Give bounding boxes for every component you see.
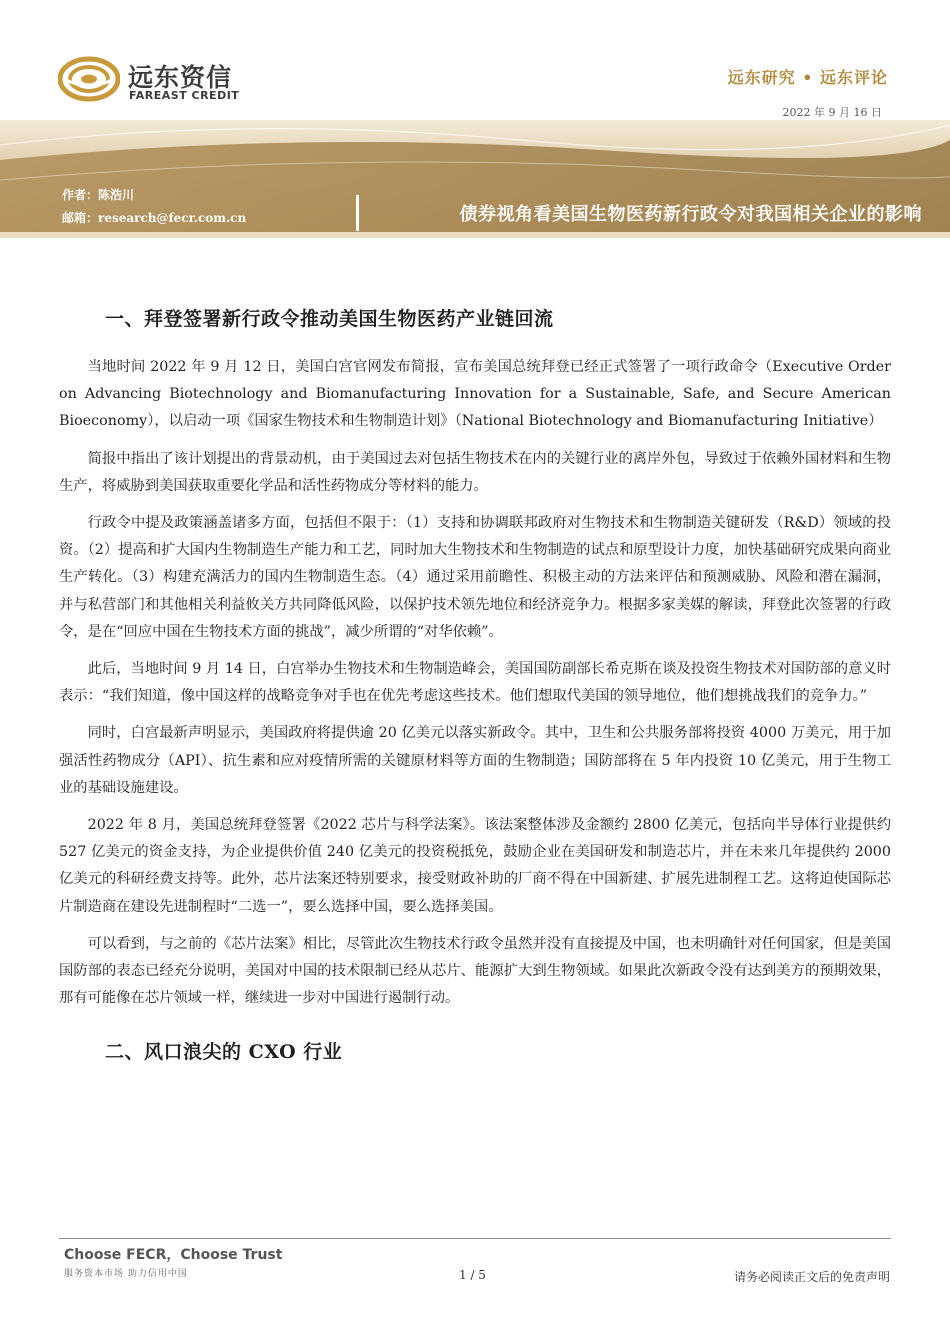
paragraph: 当地时间 2022 年 9 月 12 日，美国白宫官网发布简报，宣布美国总统拜登已经正式签署了一项行政命令（Executive Order on Advancing Biotechnology and Biomanufacturing Innovation for a Sustainable, Safe, and Secure American Bioeconomy），以启动一项《国家生物技术和生物制造计划》（National Biotechnology and Biomanufacturing Initiative）: [59, 359, 891, 430]
paragraph: 简报中指出了该计划提出的背景动机，由于美国过去对包括生物技术在内的关键行业的离岸外包，导致过于依赖外国材料和生物生产，将威胁到美国获取重要化学品和活性药物成分等材料的能力。: [59, 450, 891, 494]
author-info: [62, 184, 246, 230]
logo-chinese-name: 远东资信: [128, 63, 233, 92]
fareast-logo-icon: [58, 56, 120, 102]
page-header: [0, 0, 950, 120]
footer-subslogan: 服务资本市场 助力信用中国: [64, 1269, 188, 1279]
section-heading-1: 一、拜登签署新行政令推动美国生物医药产业链回流: [105, 308, 554, 330]
paragraph: 此后，当地时间 9 月 14 日，白宫举办生物技术和生物制造峰会，美国国防副部长希克斯在谈及投资生物技术对国防部的意义时表示：“我们知道，像中国这样的战略竞争对手也在优先考虑这些技术。他们想取代美国的领导地位，他们想挑战我们的竞争力。”: [59, 661, 891, 705]
report-date: 2022 年 9 月 16 日: [782, 106, 882, 119]
paragraph: 同时，白宫最新声明显示，美国政府将提供逾 20 亿美元以落实新政令。其中，卫生和公共服务部将投资 4000 万美元，用于加强活性药物成分（API）、抗生素和应对疫情所需的关键原材料等方面的生物制造；国防部将在 5 年内投资 10 亿美元，用于生物工业的基础设施建设。: [59, 725, 891, 796]
disclaimer-note: 请务必阅读正文后的免责声明: [733, 1270, 890, 1284]
author-email: 邮箱：research@fecr.com.cn: [62, 211, 247, 225]
logo-english-name: FAREAST CREDIT: [129, 89, 240, 102]
report-series: 远东研究 • 远东评论: [727, 68, 888, 87]
document-body: [59, 298, 891, 1064]
paragraph: 可以看到，与之前的《芯片法案》相比，尽管此次生物技术行政令虽然并没有直接提及中国，也未明确针对任何国家，但是美国国防部的表态已经充分说明，美国对中国的技术限制已经从芯片、能源扩大到生物领域。如果此次新政令没有达到美方的预期效果，那有可能像在芯片领域一样，继续进一步对中国进行遏制行动。: [59, 935, 891, 1007]
page-number: 1 / 5: [459, 1268, 486, 1282]
footer-slogan: Choose FECR，Choose Trust: [64, 1247, 283, 1263]
paragraph: 2022 年 8 月，美国总统拜登签署《2022 芯片与科学法案》。该法案整体涉及金额约 2800 亿美元，包括向半导体行业提供约 527 亿美元的资金支持，为企业提供价值 240 亿美元的投资税抵免，鼓励企业在美国研发和制造芯片，并在未来几年提供约 2000 亿美元的科研经费支持等。此外，芯片法案还特别要求，接受财政补助的厂商不得在中国新建、扩展先进制程工艺。这将迫使国际芯片制造商在建设先进制程时“二选一”，要么选择中国，要么选择美国。: [59, 817, 891, 915]
paragraph: 行政令中提及政策涵盖诸多方面，包括但不限于：（1）支持和协调联邦政府对生物技术和生物制造关键研发（R&D）领域的投资。（2）提高和扩大国内生物制造生产能力和工艺，同时加大生物技术和生物制造的试点和原型设计力度，加快基础研究成果向商业生产转化。（3）构建充满活力的国内生物制造生态。（4）通过采用前瞻性、积极主动的方法来评估和预测威胁、风险和潜在漏洞，并与私营部门和其他相关利益攸关方共同降低风险，以保护技术领先地位和经济竞争力。根据多家美媒的解读，拜登此次签署的行政令，是在“回应中国在生物技术方面的挑战”，减少所谓的“对华依赖”。: [59, 515, 891, 640]
document-title: 债券视角看美国生物医药新行政令对我国相关企业的影响: [459, 204, 922, 225]
section-heading-2: 二、风口浪尖的 CXO 行业: [105, 1041, 343, 1064]
title-divider: [356, 195, 359, 231]
author-name: 作者：陈浩川: [62, 188, 135, 202]
footer-divider: [59, 1238, 891, 1239]
